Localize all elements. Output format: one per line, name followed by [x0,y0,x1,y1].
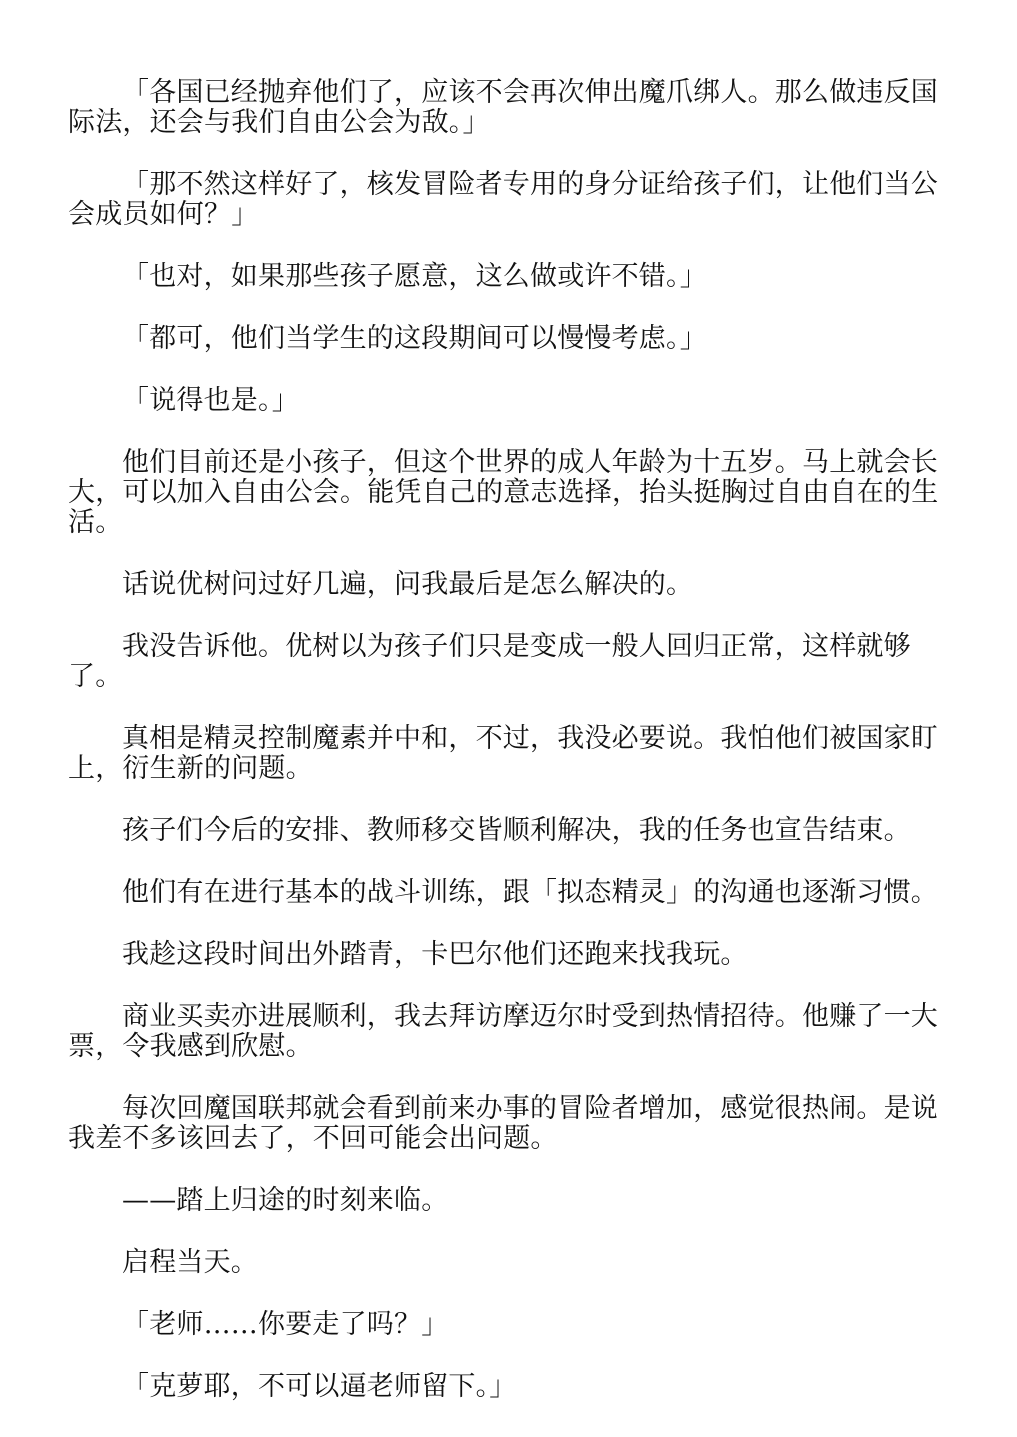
paragraph: 话说优树问过好几遍，问我最后是怎么解决的。 [122,569,694,600]
paragraph: 「那不然这样好了，核发冒险者专用的身分证给孩子们，让他们当公会成员如何？」 [68,169,938,230]
paragraph: ——踏上归途的时刻来临。 [122,1185,449,1216]
document-page [68,78,948,1434]
paragraph: 「克萝耶，不可以逼老师留下。」 [122,1371,517,1402]
paragraph: 商业买卖亦进展顺利，我去拜访摩迈尔时受到热情招待。他赚了一大票，令我感到欣慰。 [68,1001,938,1062]
paragraph: 孩子们今后的安排、教师移交皆顺利解决，我的任务也宣告结束。 [122,815,911,846]
paragraph: 每次回魔国联邦就会看到前来办事的冒险者增加，感觉很热闹。是说我差不多该回去了，不回可能会出问题。 [68,1093,938,1154]
paragraph: 真相是精灵控制魔素并中和，不过，我没必要说。我怕他们被国家盯上，衍生新的问题。 [68,723,938,784]
paragraph: 我趁这段时间出外踏青，卡巴尔他们还跑来找我玩。 [122,939,748,970]
paragraph: 他们目前还是小孩子，但这个世界的成人年龄为十五岁。马上就会长大，可以加入自由公会。能凭自己的意志选择，抬头挺胸过自由自在的生活。 [68,447,939,538]
paragraph: 「各国已经抛弃他们了，应该不会再次伸出魔爪绑人。那么做违反国际法，还会与我们自由公会为敌。」 [68,77,938,138]
paragraph: 我没告诉他。优树以为孩子们只是变成一般人回归正常，这样就够了。 [68,631,911,692]
paragraph: 「都可，他们当学生的这段期间可以慢慢考虑。」 [122,323,707,354]
paragraph: 他们有在进行基本的战斗训练，跟「拟态精灵」的沟通也逐渐习惯。 [122,877,938,908]
paragraph: 「也对，如果那些孩子愿意，这么做或许不错。」 [122,261,707,292]
paragraph: 「老师……你要走了吗？」 [122,1309,449,1340]
paragraph: 「说得也是。」 [122,385,299,416]
paragraph: 启程当天。 [122,1247,258,1278]
